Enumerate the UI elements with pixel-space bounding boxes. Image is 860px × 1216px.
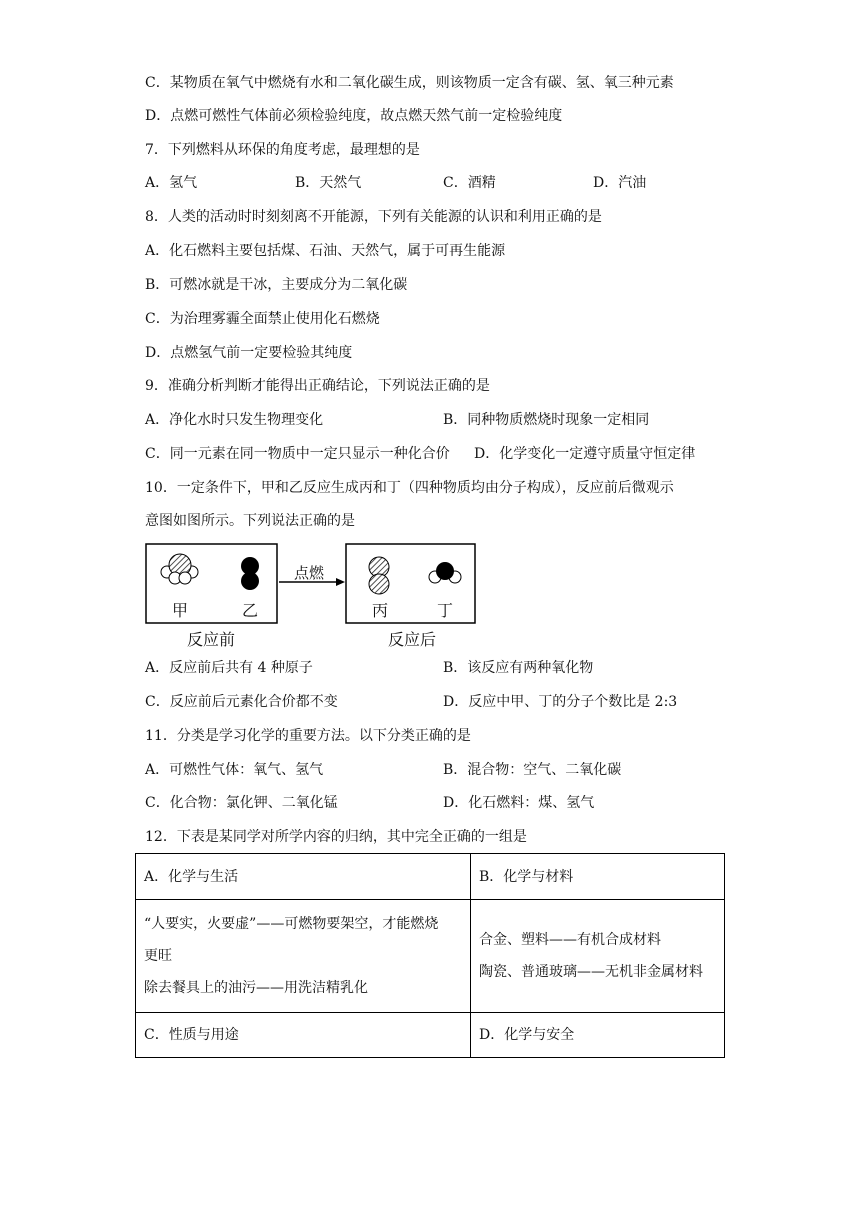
cell-a-line: “人要实，火要虚”——可燃物要架空，才能燃烧 (144, 916, 439, 932)
q8-option-a: A．化石燃料主要包括煤、石油、天然气，属于可再生能源 (145, 243, 506, 259)
table-row (136, 900, 725, 1013)
cell-b-content (471, 900, 725, 1013)
cell-c-heading: C．性质与用途 (136, 1013, 471, 1058)
cell-b-heading: B．化学与材料 (471, 854, 725, 900)
q11-stem: 11．分类是学习化学的重要方法。以下分类正确的是 (145, 728, 471, 744)
cell-d-heading: D．化学与安全 (471, 1013, 725, 1058)
cell-a-line: 更旺 (144, 948, 172, 964)
molecule-bing (369, 557, 389, 594)
q11-option-d: D．化石燃料：煤、氢气 (443, 795, 595, 811)
cell-a-content (136, 900, 471, 1013)
q8-stem: 8．人类的活动时时刻刻离不开能源，下列有关能源的认识和利用正确的是 (145, 209, 602, 225)
q9-option-b: B．同种物质燃烧时现象一定相同 (443, 412, 650, 428)
q8-option-d: D．点燃氢气前一定要检验其纯度 (145, 345, 353, 361)
q10-option-b: B．该反应有两种氧化物 (443, 660, 594, 676)
label-after: 反应后 (388, 630, 437, 649)
table-row (136, 1013, 725, 1058)
q12-stem: 12．下表是某同学对所学内容的归纳，其中完全正确的一组是 (145, 829, 527, 845)
q6-option-c: C．某物质在氧气中燃烧有水和二氧化碳生成，则该物质一定含有碳、氢、氧三种元素 (145, 75, 674, 91)
cell-a-line: 除去餐具上的油污——用洗洁精乳化 (144, 980, 368, 996)
after-box (346, 544, 475, 623)
label-bing: 丙 (372, 601, 389, 620)
molecule-yi (241, 557, 259, 590)
q12-summary-table (135, 853, 725, 1058)
q7-option-b: B．天然气 (295, 175, 362, 191)
q11-option-b: B．混合物：空气、二氧化碳 (443, 762, 622, 778)
label-yi: 乙 (242, 601, 259, 620)
label-jia: 甲 (172, 601, 189, 620)
cell-b-line: 陶瓷、普通玻璃——无机非金属材料 (479, 964, 703, 980)
reaction-condition: 点燃 (294, 564, 325, 582)
q10-option-a: A．反应前后共有 4 种原子 (145, 660, 313, 676)
q8-option-b: B．可燃冰就是干冰，主要成分为二氧化碳 (145, 277, 408, 293)
cell-b-line: 合金、塑料——有机合成材料 (479, 932, 661, 948)
label-ding: 丁 (437, 601, 454, 620)
q7-option-d: D．汽油 (593, 175, 647, 191)
q6-option-d: D．点燃可燃性气体前必须检验纯度，故点燃天然气前一定检验纯度 (145, 108, 563, 124)
q7-stem: 7．下列燃料从环保的角度考虑，最理想的是 (145, 142, 420, 158)
q11-option-c: C．化合物：氯化钾、二氧化锰 (145, 795, 338, 811)
q9-option-c: C．同一元素在同一物质中一定只显示一种化合价 (145, 446, 450, 462)
q10-option-c: C．反应前后元素化合价都不变 (145, 694, 338, 710)
q7-option-c: C．酒精 (443, 175, 496, 191)
q9-option-a: A．净化水时只发生物理变化 (145, 412, 324, 428)
cell-a-heading: A．化学与生活 (136, 854, 471, 900)
q10-stem-line1: 10．一定条件下，甲和乙反应生成丙和丁（四种物质均由分子构成），反应前后微观示 (145, 480, 674, 496)
molecule-ding (429, 562, 461, 583)
table-row (136, 854, 725, 900)
q11-option-a: A．可燃性气体：氧气、氢气 (145, 762, 324, 778)
label-before: 反应前 (187, 630, 236, 649)
molecule-jia (161, 554, 198, 584)
q9-option-d: D．化学变化一定遵守质量守恒定律 (474, 446, 696, 462)
q10-stem-line2: 意图如图所示。下列说法正确的是 (145, 513, 355, 529)
q10-option-d: D．反应中甲、丁的分子个数比是 2:3 (443, 694, 678, 710)
q7-option-a: A．氢气 (145, 175, 198, 191)
q8-option-c: C．为治理雾霾全面禁止使用化石燃烧 (145, 311, 380, 327)
q9-stem: 9．准确分析判断才能得出正确结论，下列说法正确的是 (145, 378, 490, 394)
